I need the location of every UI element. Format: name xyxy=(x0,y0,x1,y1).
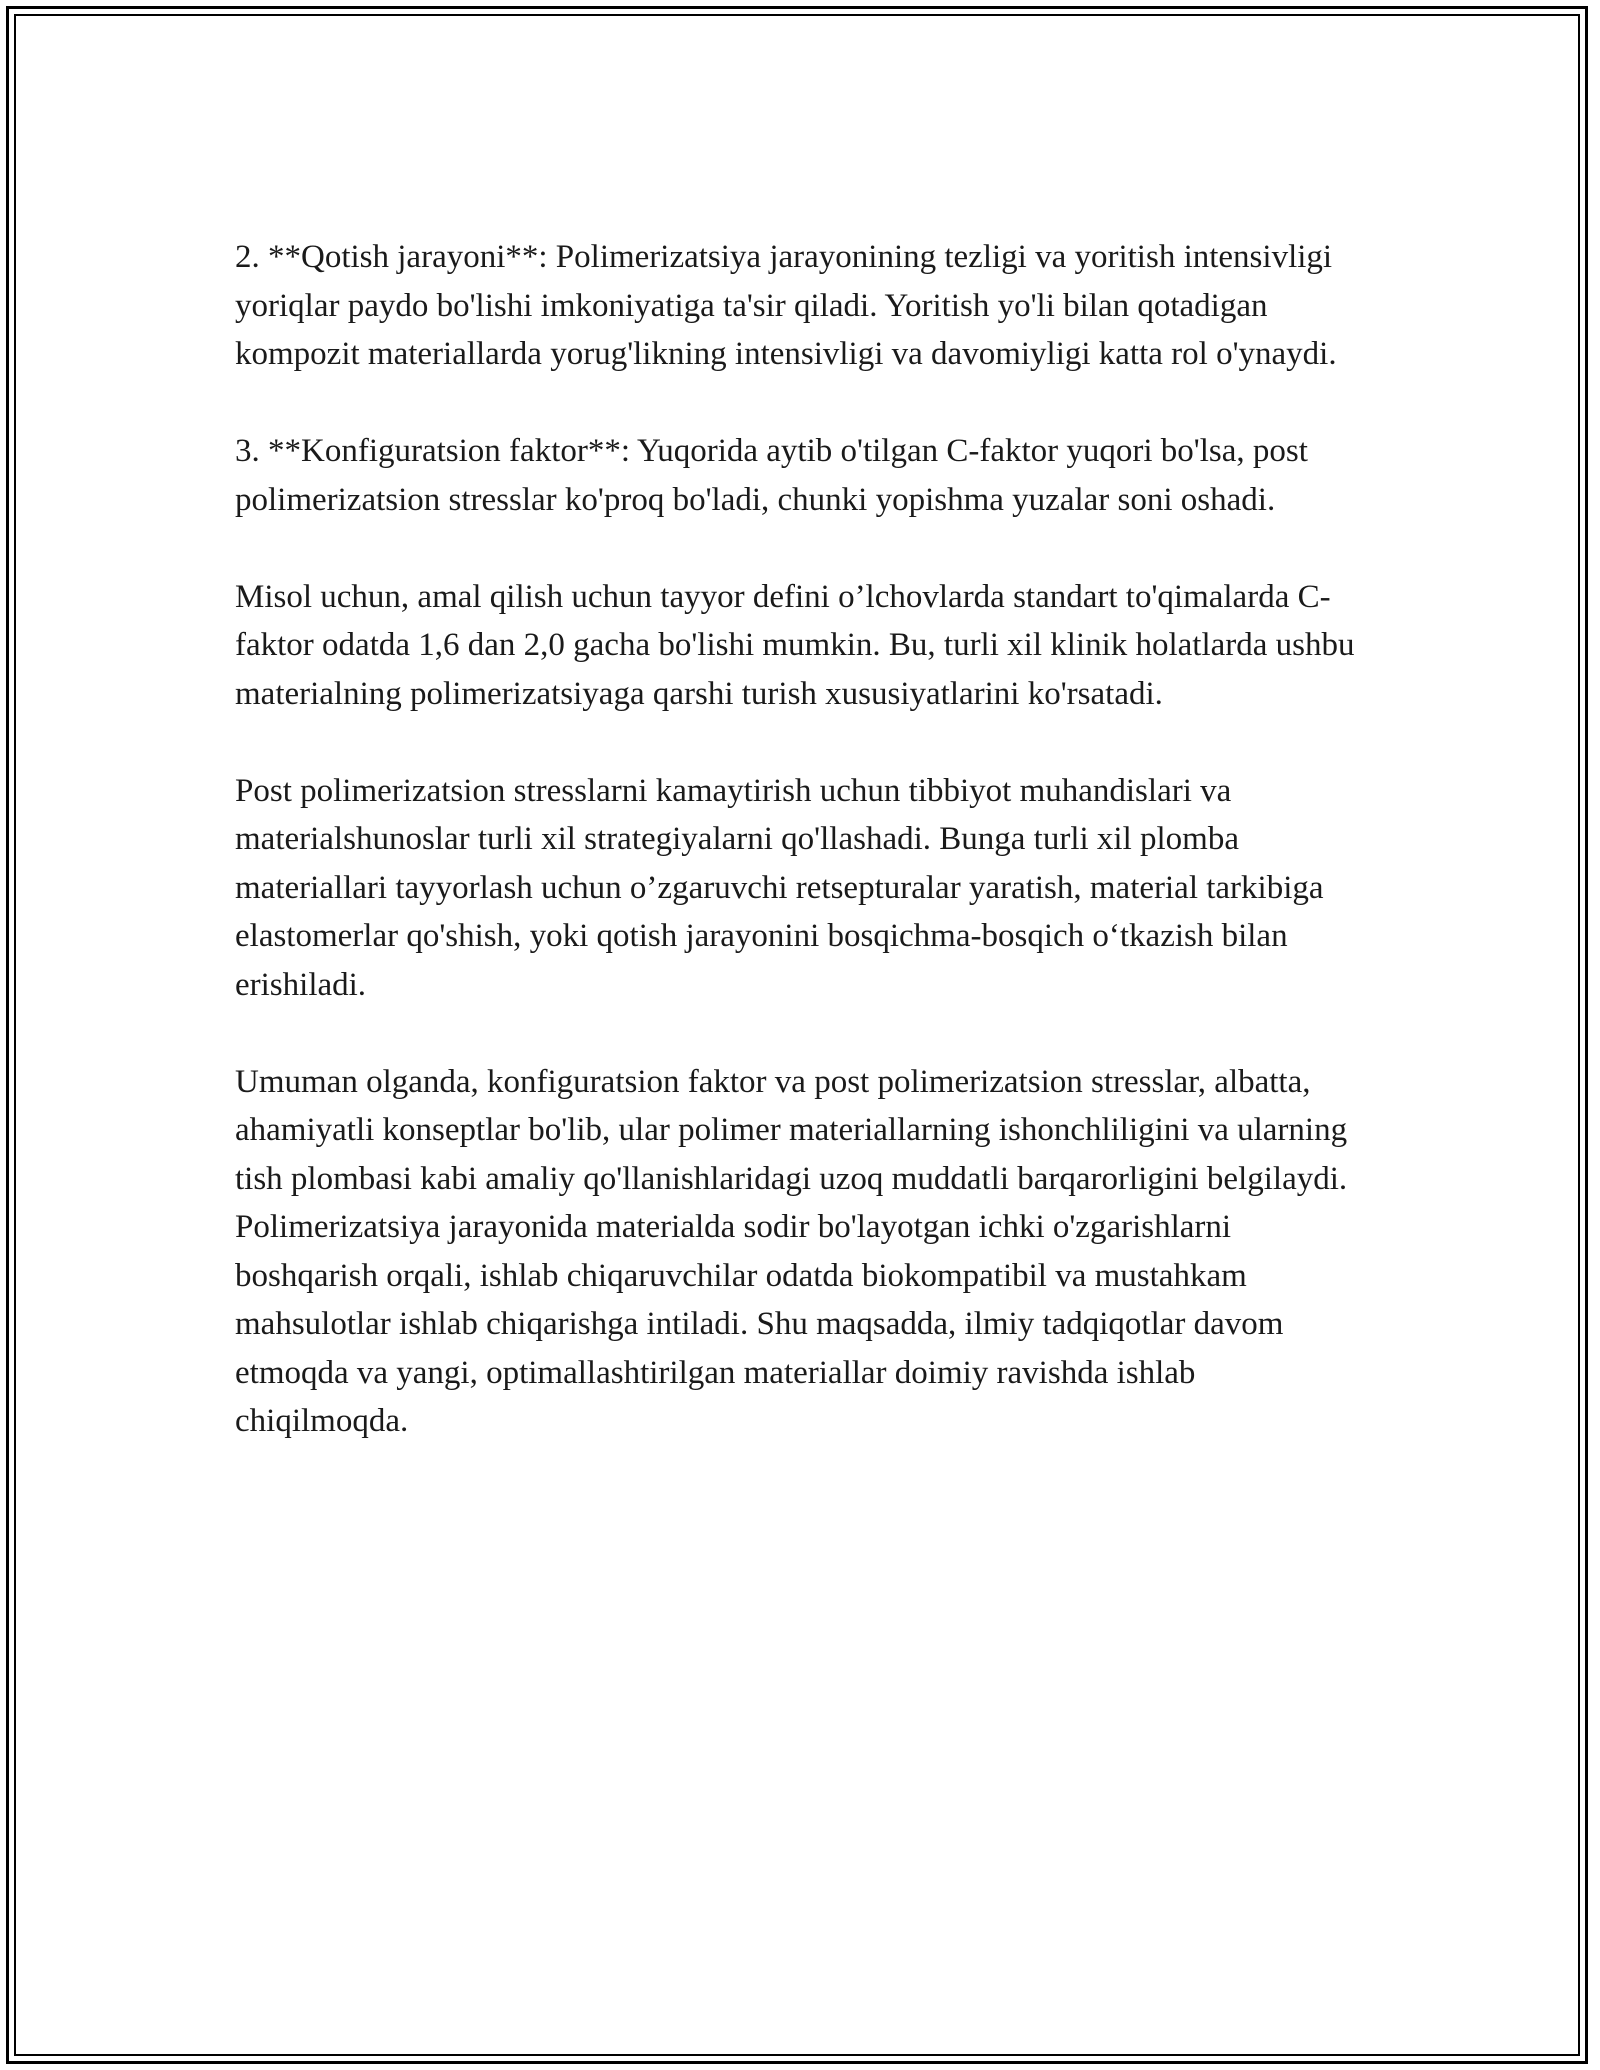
document-body xyxy=(235,233,1375,1494)
paragraph-curing-process: 2. **Qotish jarayoni**: Polimerizatsiya jarayonining tezligi va yoritish intensivligi yoriqlar paydo bo'lishi imkoniyatiga ta'sir qiladi. Yoritish yo'li bilan qotadigan kompozit materiallarda yorug'likning intensivligi va davomiyligi katta rol o'ynaydi. xyxy=(235,239,1337,372)
paragraph-conclusion: Umuman olganda, konfiguratsion faktor va post polimerizatsion stresslar, albatta, ahamiyatli konseptlar bo'lib, ular polimer materiallarning ishonchliligini va ularning tish plombasi kabi amaliy qo'llanishlaridagi uzoq muddatli barqarorligini belgilaydi. Polimerizatsiya jarayonida materialda sodir bo'layotgan ichki o'zgarishlarni boshqarish orqali, ishlab chiqaruvchilar odatda biokompatibil va mustahkam mahsulotlar ishlab chiqarishga intiladi. Shu maqsadda, ilmiy tadqiqotlar davom etmoqda va yangi, optimallashtirilgan materiallar doimiy ravishda ishlab chiqilmoqda. xyxy=(235,1063,1348,1439)
paragraph-c-factor-example: Misol uchun, amal qilish uchun tayyor defini o’lchovlarda standart to'qimalarda C-faktor odatda 1,6 dan 2,0 gacha bo'lishi mumkin. Bu, turli xil klinik holatlarda ushbu materialning polimerizatsiyaga qarshi turish xususiyatlarini ko'rsatadi. xyxy=(235,578,1355,712)
paragraph-configuration-factor: 3. **Konfiguratsion faktor**: Yuqorida aytib o'tilgan C-faktor yuqori bo'lsa, post polimerizatsion stresslar ko'proq bo'ladi, chunki yopishma yuzalar soni oshadi. xyxy=(235,433,1308,518)
paragraph-stress-reduction: Post polimerizatsion stresslarni kamaytirish uchun tibbiyot muhandislari va materialshunoslar turli xil strategiyalarni qo'llashadi. Bunga turli xil plomba materiallari tayyorlash uchun o’zgaruvchi retsepturalar yaratish, material tarkibiga elastomerlar qo'shish, yoki qotish jarayonini bosqichma-bosqich o‘tkazish bilan erishiladi. xyxy=(235,772,1324,1003)
